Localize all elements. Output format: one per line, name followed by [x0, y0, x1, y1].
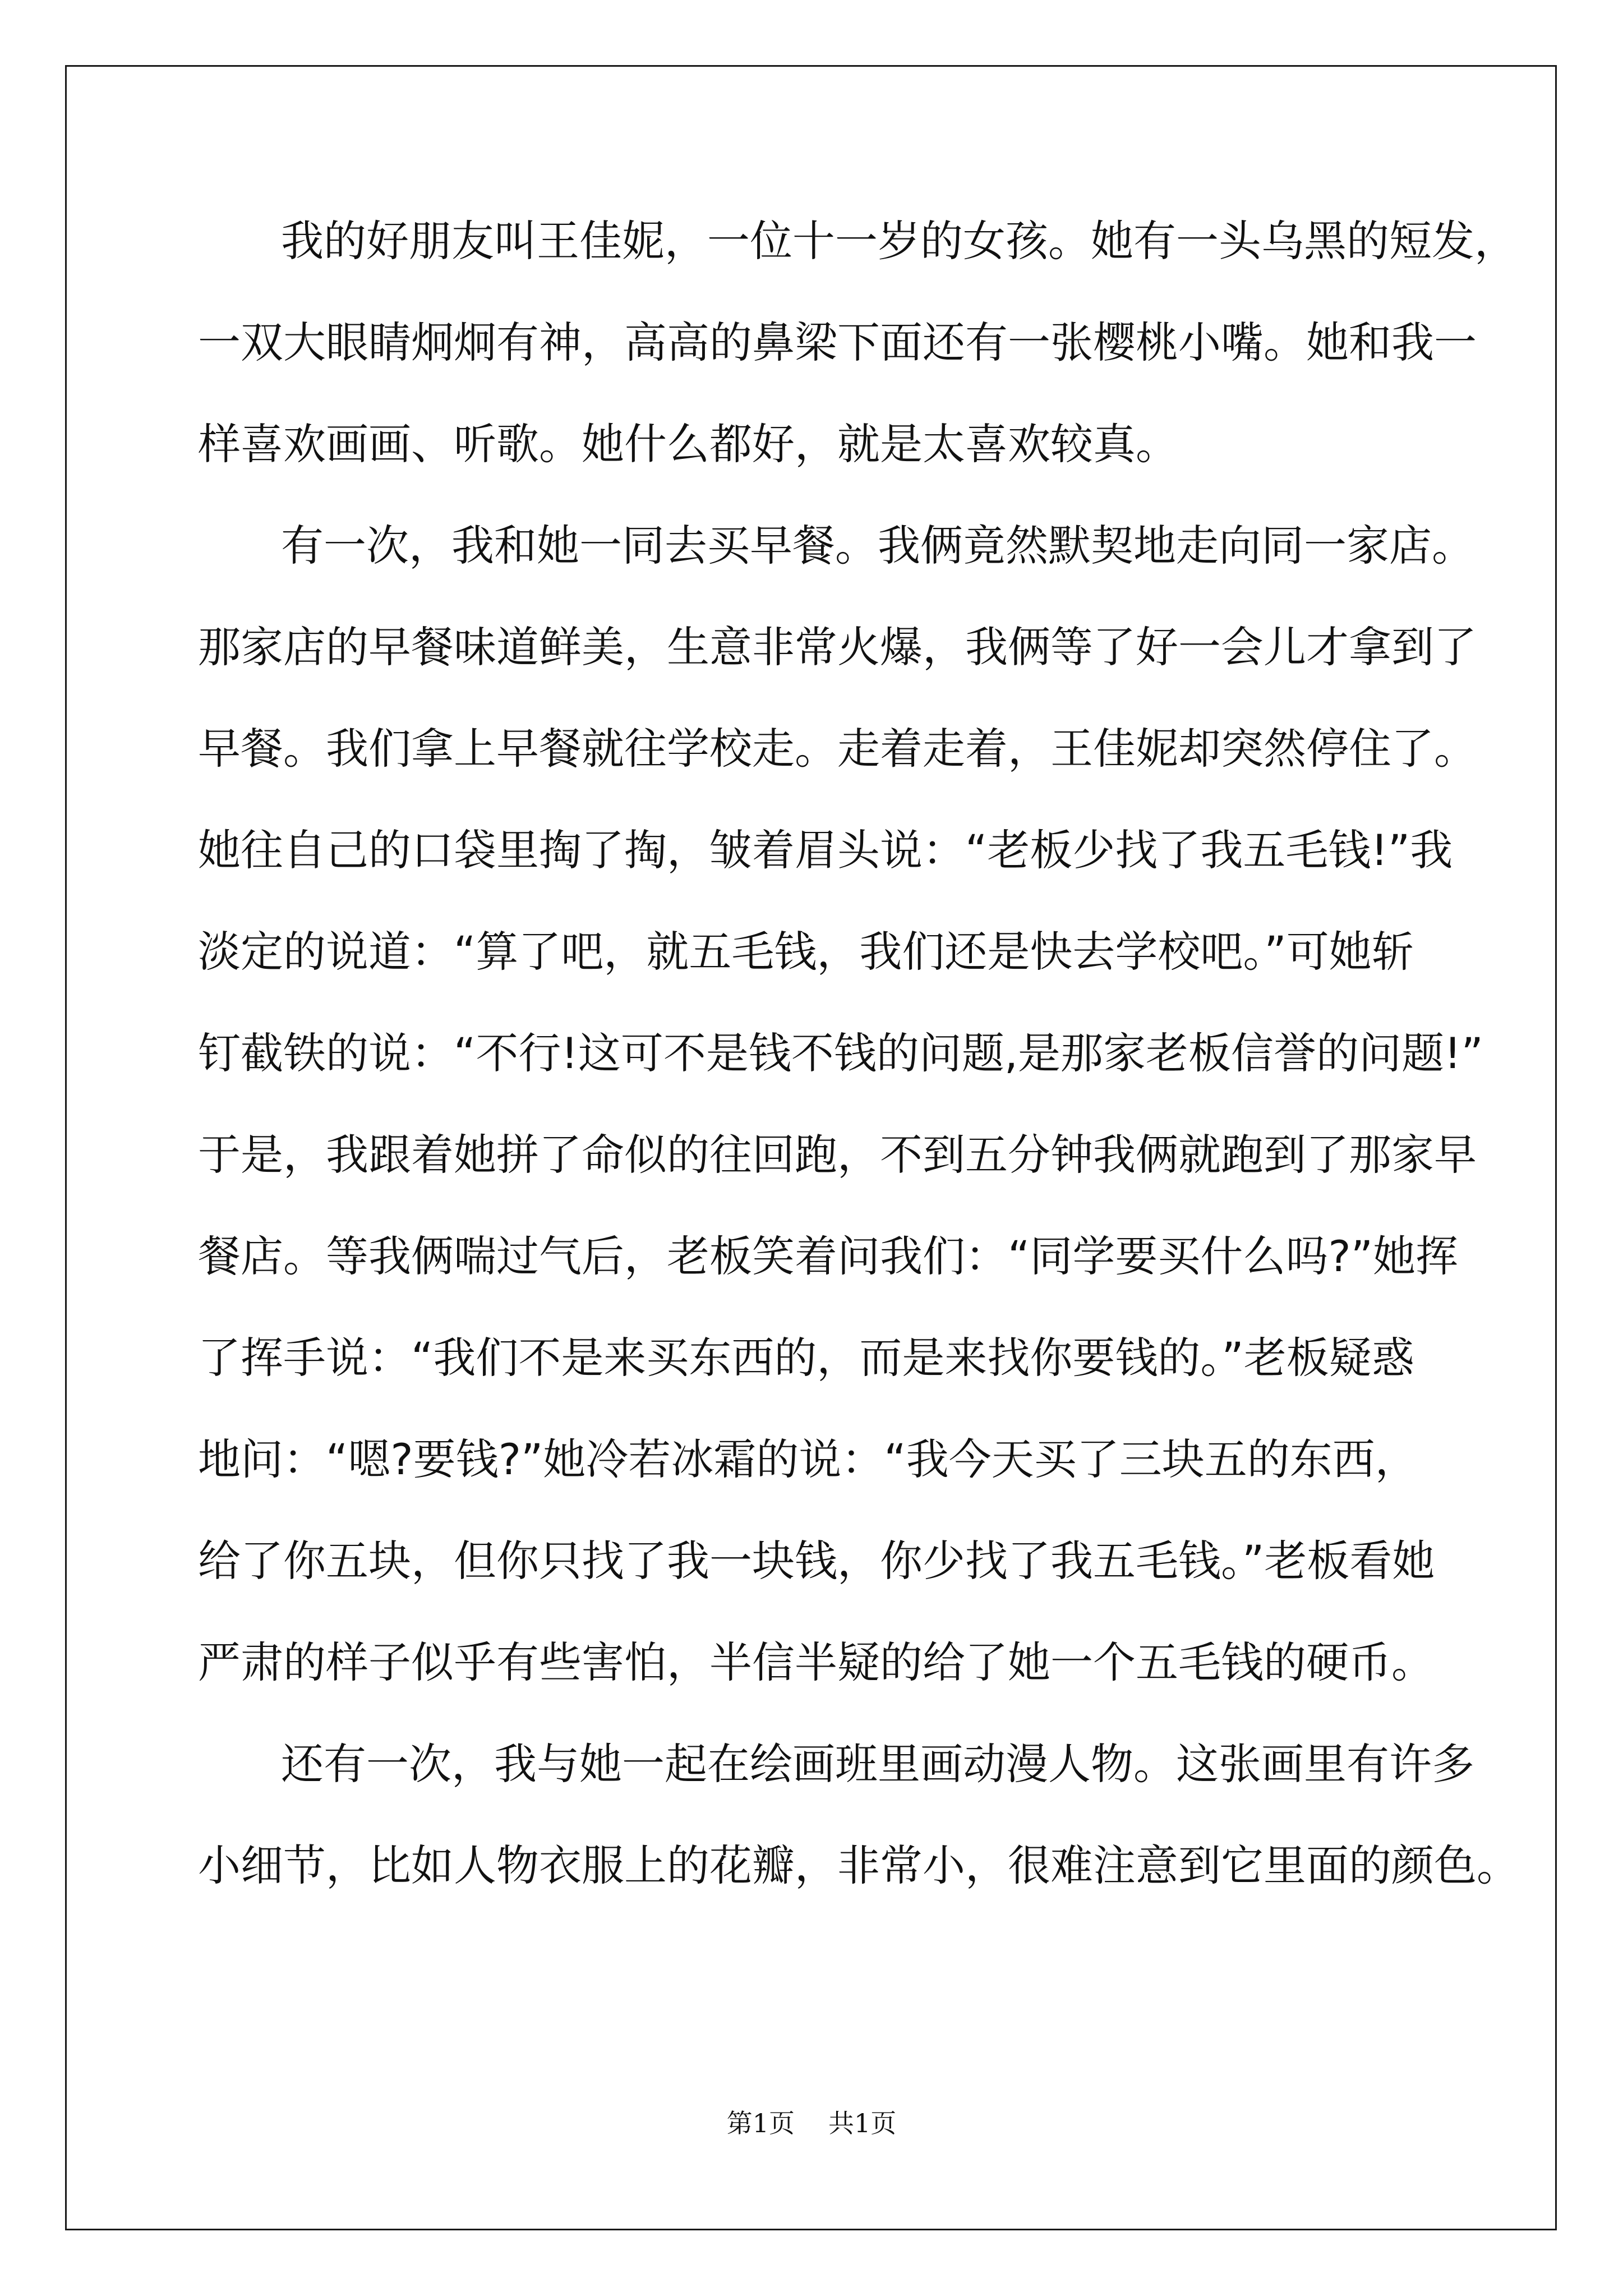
document-body	[198, 213, 1519, 1939]
text-line: 给了你五块，但你只找了我一块钱，你少找了我五毛钱。”老板看她	[198, 1536, 1435, 1586]
page-number: 第1页	[726, 2108, 795, 2138]
page-total: 共1页	[828, 2108, 897, 2138]
text-line: 她往自己的口袋里掏了掏，皱着眉头说：“老板少找了我五毛钱!”我	[198, 825, 1453, 875]
text-line: 小细节，比如人物衣服上的花瓣，非常小，很难注意到它里面的颜色。	[198, 1841, 1519, 1890]
text-line: 一双大眼睛炯炯有神，高高的鼻梁下面还有一张樱桃小嘴。她和我一	[198, 318, 1477, 367]
text-line: 淡定的说道：“算了吧，就五毛钱，我们还是快去学校吧。”可她斩	[198, 927, 1414, 977]
text-line: 于是，我跟着她拼了命似的往回跑，不到五分钟我俩就跑到了那家早	[198, 1130, 1477, 1180]
text-line: 钉截铁的说：“不行!这可不是钱不钱的问题,是那家老板信誉的问题!”	[198, 1028, 1483, 1078]
text-line: 我的好朋友叫王佳妮，一位十一岁的女孩。她有一头乌黑的短发，	[281, 216, 1517, 266]
text-line: 还有一次，我与她一起在绘画班里画动漫人物。这张画里有许多	[281, 1739, 1474, 1789]
page-footer	[0, 2106, 1623, 2140]
text-line: 样喜欢画画、听歌。她什么都好，就是太喜欢较真。	[198, 419, 1178, 469]
text-line: 早餐。我们拿上早餐就往学校走。走着走着，王佳妮却突然停住了。	[198, 724, 1477, 774]
text-line: 那家店的早餐味道鲜美，生意非常火爆，我俩等了好一会儿才拿到了	[198, 622, 1477, 672]
text-line: 严肃的样子似乎有些害怕，半信半疑的给了她一个五毛钱的硬币。	[198, 1637, 1434, 1687]
text-line: 餐店。等我俩喘过气后，老板笑着问我们：“同学要买什么吗?”她挥	[198, 1231, 1459, 1281]
text-line: 有一次，我和她一同去买早餐。我俩竟然默契地走向同一家店。	[281, 521, 1474, 570]
text-line: 地问：“嗯?要钱?”她冷若冰霜的说：“我今天买了三块五的东西，	[198, 1434, 1418, 1484]
text-line: 了挥手说：“我们不是来买东西的，而是来找你要钱的。”老板疑惑	[198, 1333, 1414, 1383]
